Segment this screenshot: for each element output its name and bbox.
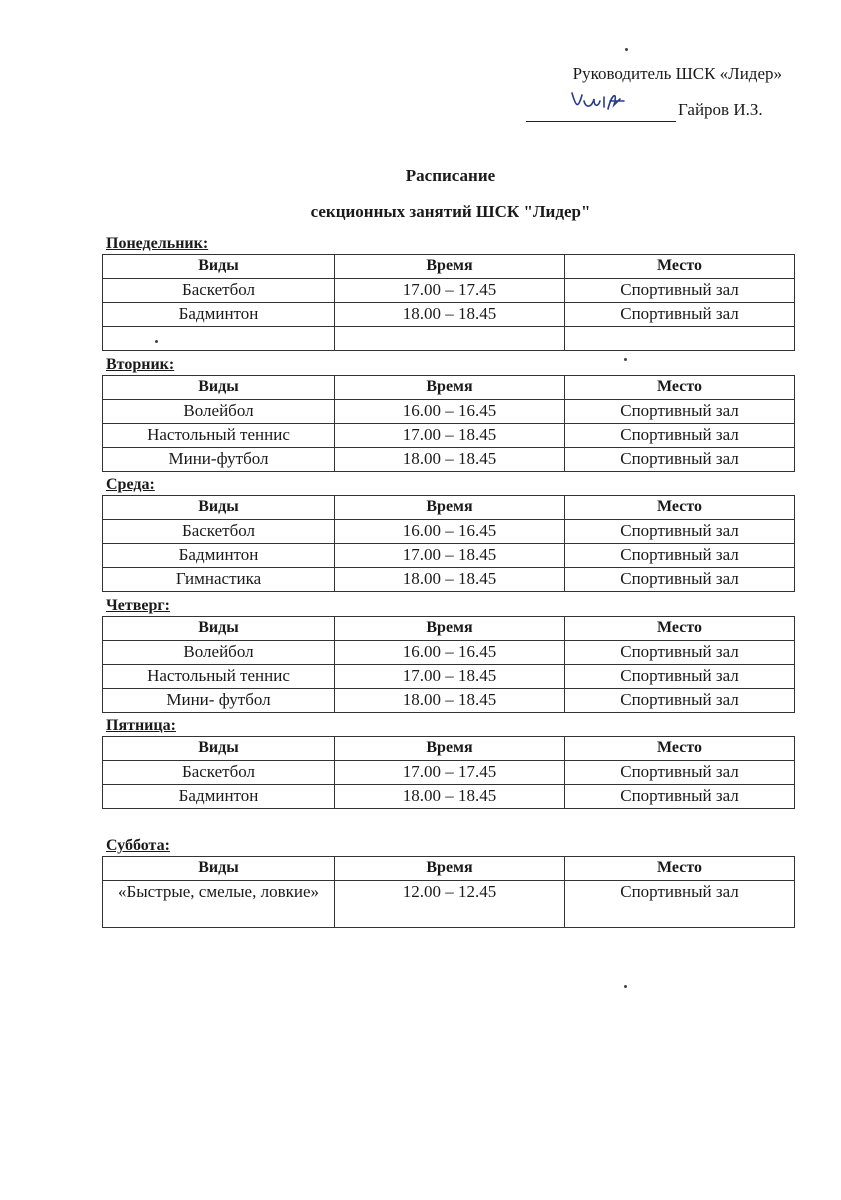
scan-speck — [155, 340, 158, 343]
header-sport: Виды — [103, 255, 335, 279]
header-sport: Виды — [103, 737, 335, 761]
table-header-row — [103, 496, 795, 520]
cell-time: 17.00 – 18.45 — [335, 424, 565, 448]
header-sport: Виды — [103, 496, 335, 520]
cell-time: 17.00 – 18.45 — [335, 665, 565, 689]
cell-sport: Бадминтон — [103, 785, 335, 809]
header-place: Место — [565, 496, 795, 520]
table-row — [103, 448, 795, 472]
cell-time: 17.00 – 18.45 — [335, 544, 565, 568]
signature-line — [526, 99, 676, 122]
cell-place: Спортивный зал — [565, 665, 795, 689]
table-row — [103, 689, 795, 713]
cell-time: 17.00 – 17.45 — [335, 279, 565, 303]
cell-sport: Баскетбол — [103, 520, 335, 544]
day-section — [102, 475, 794, 592]
table-row — [103, 400, 795, 424]
cell-place: Спортивный зал — [565, 568, 795, 592]
header-place: Место — [565, 255, 795, 279]
table-header-row — [103, 617, 795, 641]
cell-sport: Мини-футбол — [103, 448, 335, 472]
cell-sport: Настольный теннис — [103, 424, 335, 448]
cell-place: Спортивный зал — [565, 400, 795, 424]
day-section — [102, 716, 794, 809]
cell-place: Спортивный зал — [565, 641, 795, 665]
cell-time: 18.00 – 18.45 — [335, 785, 565, 809]
header-time: Время — [335, 617, 565, 641]
day-label: Понедельник: — [106, 235, 209, 252]
schedule-table — [102, 736, 795, 809]
header-time: Время — [335, 857, 565, 881]
cell-time — [335, 327, 565, 351]
table-row — [103, 279, 795, 303]
scan-speck — [625, 48, 628, 51]
table-row — [103, 303, 795, 327]
approval-name: Гайров И.З. — [678, 100, 763, 119]
schedule-table — [102, 856, 795, 928]
cell-sport: Волейбол — [103, 641, 335, 665]
document-title: Расписание — [405, 166, 496, 185]
table-header-row — [103, 737, 795, 761]
table-row — [103, 568, 795, 592]
scan-speck — [624, 358, 627, 361]
cell-sport: Баскетбол — [103, 279, 335, 303]
day-section — [102, 234, 794, 351]
schedule-table — [102, 616, 795, 713]
day-label: Пятница: — [106, 717, 176, 734]
cell-time: 18.00 – 18.45 — [335, 568, 565, 592]
table-row — [103, 881, 795, 928]
header-time: Время — [335, 255, 565, 279]
cell-place: Спортивный зал — [565, 785, 795, 809]
day-label: Среда: — [106, 476, 155, 493]
day-section — [102, 355, 794, 472]
cell-place: Спортивный зал — [565, 279, 795, 303]
cell-sport: Бадминтон — [103, 544, 335, 568]
cell-place: Спортивный зал — [565, 544, 795, 568]
cell-place: Спортивный зал — [565, 303, 795, 327]
header-sport: Виды — [103, 857, 335, 881]
table-row — [103, 785, 795, 809]
scan-speck — [624, 985, 627, 988]
day-label: Вторник: — [106, 356, 175, 373]
day-section — [102, 836, 794, 928]
cell-sport: Волейбол — [103, 400, 335, 424]
table-row — [103, 641, 795, 665]
cell-place: Спортивный зал — [565, 689, 795, 713]
signature-mark — [568, 89, 628, 117]
document-subtitle: секционных занятий ШСК "Лидер" — [310, 202, 591, 221]
approval-block — [520, 62, 782, 122]
cell-time: 12.00 – 12.45 — [335, 881, 565, 928]
cell-sport: Баскетбол — [103, 761, 335, 785]
cell-time: 16.00 – 16.45 — [335, 520, 565, 544]
header-place: Место — [565, 617, 795, 641]
day-section — [102, 596, 794, 713]
table-header-row — [103, 255, 795, 279]
schedule-table — [102, 495, 795, 592]
header-time: Время — [335, 496, 565, 520]
cell-place — [565, 327, 795, 351]
cell-place: Спортивный зал — [565, 761, 795, 785]
schedule-table — [102, 254, 795, 351]
day-label: Суббота: — [106, 837, 170, 854]
cell-sport: Мини- футбол — [103, 689, 335, 713]
table-row — [103, 520, 795, 544]
cell-sport: Бадминтон — [103, 303, 335, 327]
day-label: Четверг: — [106, 597, 170, 614]
cell-time: 18.00 – 18.45 — [335, 689, 565, 713]
cell-place: Спортивный зал — [565, 424, 795, 448]
cell-sport: Гимнастика — [103, 568, 335, 592]
cell-place: Спортивный зал — [565, 520, 795, 544]
header-sport: Виды — [103, 376, 335, 400]
cell-time: 18.00 – 18.45 — [335, 448, 565, 472]
cell-place: Спортивный зал — [565, 448, 795, 472]
table-row — [103, 761, 795, 785]
schedule-table — [102, 375, 795, 472]
cell-time: 18.00 – 18.45 — [335, 303, 565, 327]
header-time: Время — [335, 376, 565, 400]
table-header-row — [103, 376, 795, 400]
header-place: Место — [565, 857, 795, 881]
cell-place: Спортивный зал — [565, 881, 795, 928]
cell-time: 16.00 – 16.45 — [335, 641, 565, 665]
cell-sport: Настольный теннис — [103, 665, 335, 689]
table-row — [103, 424, 795, 448]
table-header-row — [103, 857, 795, 881]
table-row — [103, 544, 795, 568]
cell-time: 16.00 – 16.45 — [335, 400, 565, 424]
cell-sport: «Быстрые, смелые, ловкие» — [103, 881, 335, 928]
table-row — [103, 327, 795, 351]
cell-sport — [103, 327, 335, 351]
cell-time: 17.00 – 17.45 — [335, 761, 565, 785]
header-sport: Виды — [103, 617, 335, 641]
header-place: Место — [565, 737, 795, 761]
table-row — [103, 665, 795, 689]
header-time: Время — [335, 737, 565, 761]
header-place: Место — [565, 376, 795, 400]
approval-position: Руководитель ШСК «Лидер» — [572, 64, 782, 83]
